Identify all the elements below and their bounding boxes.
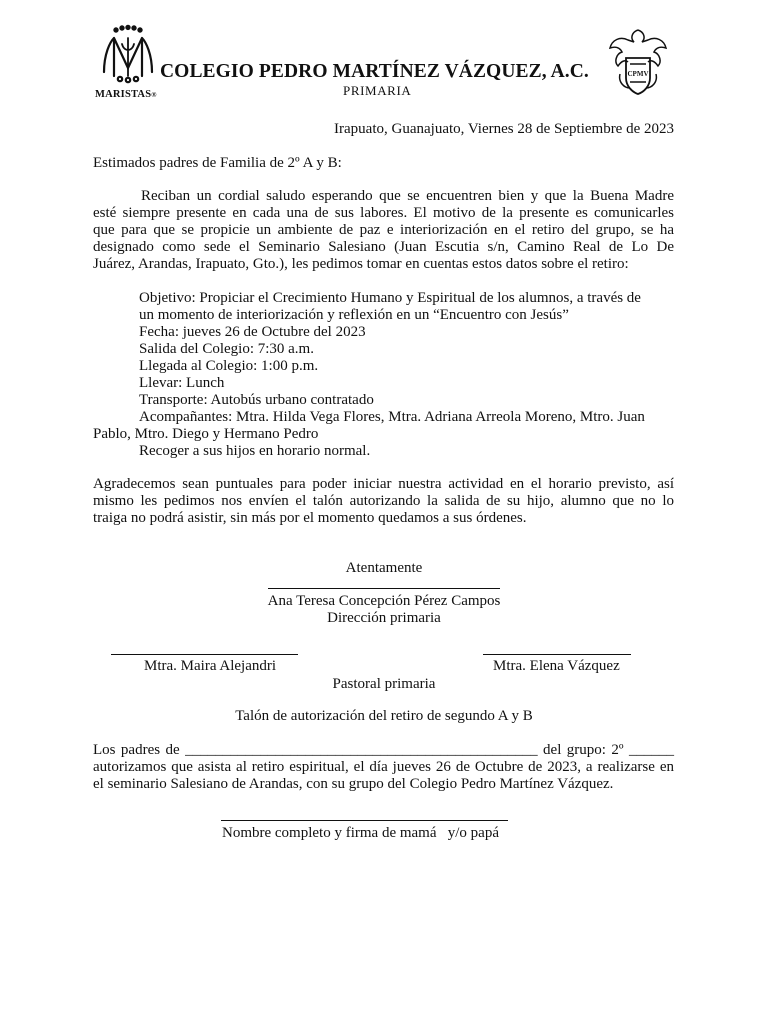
detail-line: Recoger a sus hijos en horario normal. — [139, 443, 371, 459]
parent-signature-line — [221, 820, 508, 821]
left-signature-line — [111, 654, 298, 655]
left-signer-name: Mtra. Maira Alejandri — [144, 658, 277, 674]
parent-signature-caption: Nombre completo y firma de mamá y/o papá — [222, 825, 499, 841]
crest-text: CPMV — [627, 70, 649, 78]
director-role: Dirección primaria — [327, 610, 441, 626]
detail-line: Pablo, Mtro. Diego y Hermano Pedro — [93, 426, 319, 442]
detail-line: Acompañantes: Mtra. Hilda Vega Flores, Mtra. Adriana Arreola Moreno, Mtro. Juan — [139, 409, 645, 425]
detail-line: Llevar: Lunch — [139, 375, 225, 391]
pastoral-role: Pastoral primaria — [332, 676, 436, 692]
date-line: Irapuato, Guanajuato, Viernes 28 de Septiembre de 2023 — [334, 121, 674, 137]
closing-line: Agradecemos sean puntuales para poder iniciar nuestra actividad en el horario previsto, así — [93, 476, 674, 492]
closing-line: mismo les pedimos nos envíen el talón autorizando la salida de su hijo, alumno que no lo — [93, 493, 674, 509]
detail-line: Fecha: jueves 26 de Octubre del 2023 — [139, 324, 366, 340]
director-name: Ana Teresa Concepción Pérez Campos — [267, 593, 501, 609]
intro-line: Juárez, Arandas, Irapuato, Gto.), les pedimos tomar en cuentas estos datos sobre el retiro: — [93, 256, 629, 272]
right-signature-line — [483, 654, 631, 655]
detail-line: Salida del Colegio: 7:30 a.m. — [139, 341, 314, 357]
school-name: COLEGIO PEDRO MARTÍNEZ VÁZQUEZ, A.C. — [160, 61, 589, 82]
right-signer-name: Mtra. Elena Vázquez — [493, 658, 620, 674]
intro-line: que para que se propicie un ambiente de paz e interiorización en el retiro del grupo, se ha — [93, 222, 674, 238]
maristas-caption: MARISTAS® — [95, 89, 157, 100]
intro-line: Reciban un cordial saludo esperando que se encuentren bien y que la Buena Madre — [141, 188, 674, 204]
detail-line: Llegada al Colegio: 1:00 p.m. — [139, 358, 319, 374]
detail-line: Objetivo: Propiciar el Crecimiento Humano y Espiritual de los alumnos, a través de — [139, 290, 641, 306]
salutation: Estimados padres de Familia de 2º A y B: — [93, 155, 342, 171]
form-line: el seminario Salesiano de Arandas, con su grupo del Colegio Pedro Martínez Vázquez. — [93, 776, 614, 792]
maristas-logo — [98, 24, 160, 86]
form-line: autorizamos que asista al retiro espiritual, el día jueves 26 de Octubre de 2023, a realizarse en — [93, 759, 674, 775]
closing-line: traiga no podrá asistir, sin más por el momento quedamos a sus órdenes. — [93, 510, 527, 526]
intro-line: designado como sede el Seminario Salesiano (Juan Escutia s/n, Camino Real de Lo De — [93, 239, 674, 255]
form-title: Talón de autorización del retiro de segundo A y B — [235, 708, 533, 724]
intro-line: esté siempre presente en cada una de sus labores. El motivo de la presente es comunicarles — [93, 205, 674, 221]
form-line: Los padres de _______________________________________________ del grupo: 2º ______ — [93, 742, 674, 758]
cpmv-crest-icon — [606, 26, 670, 98]
detail-line: un momento de interiorización y reflexión en un “Encuentro con Jesús” — [139, 307, 569, 323]
detail-line: Transporte: Autobús urbano contratado — [139, 392, 374, 408]
director-signature-line — [268, 588, 500, 589]
school-level: PRIMARIA — [343, 83, 412, 98]
regards: Atentamente — [345, 560, 423, 576]
